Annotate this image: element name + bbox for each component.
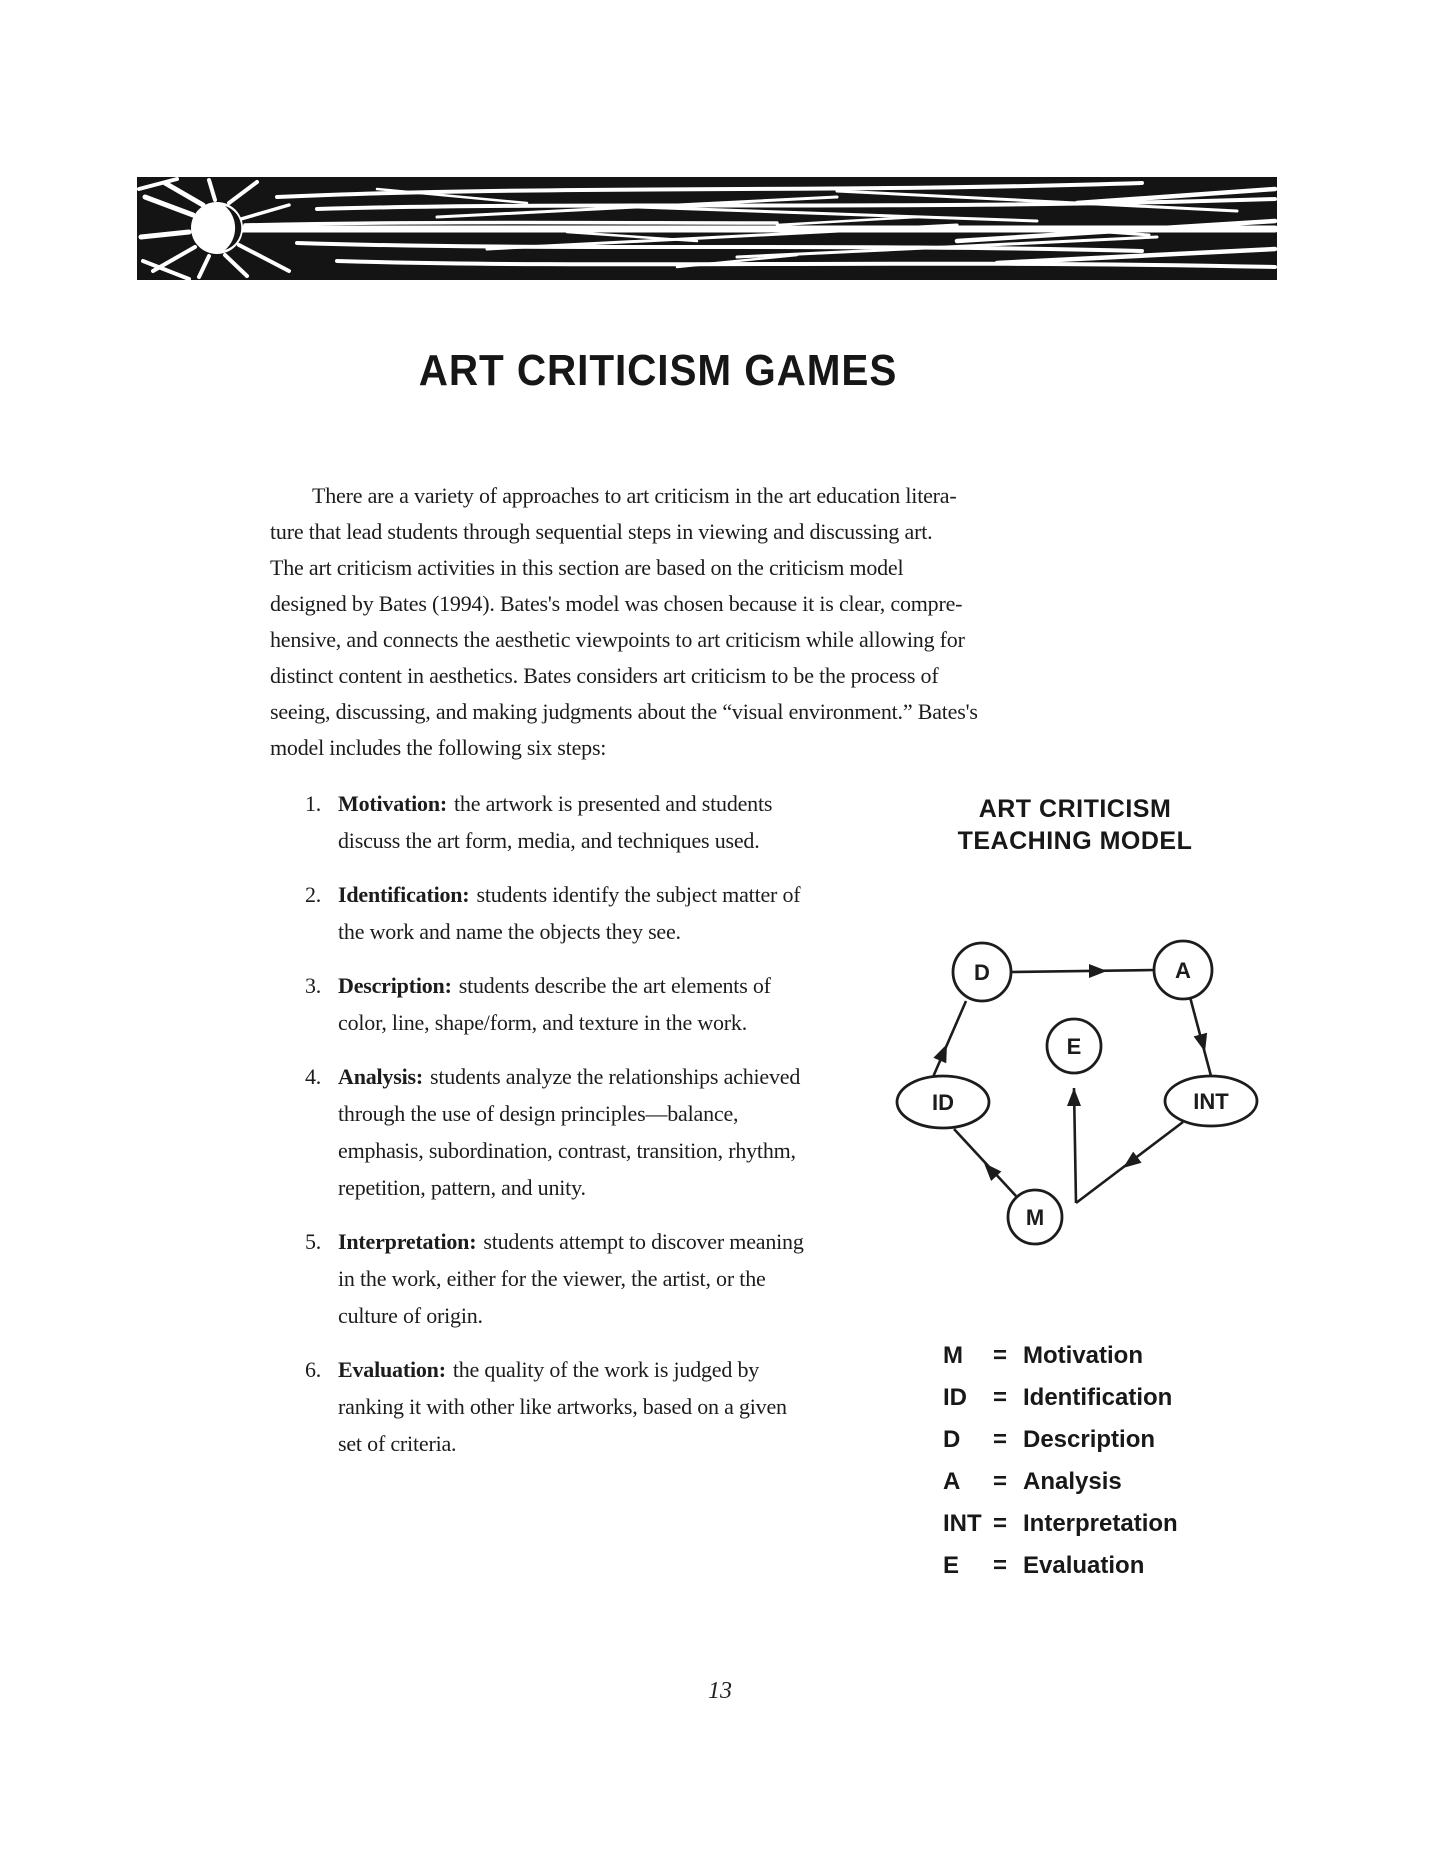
legend-equals: = xyxy=(993,1384,1008,1411)
intro-line: ture that lead students through sequential steps in viewing and discussing art. xyxy=(270,519,933,544)
step-number: 4. xyxy=(305,1064,322,1089)
step-label: Evaluation: xyxy=(338,1357,446,1382)
step-number: 2. xyxy=(305,882,322,907)
legend-row xyxy=(943,1342,1273,1384)
legend-equals: = xyxy=(993,1342,1008,1369)
step-label: Identification: xyxy=(338,882,470,907)
legend-equals: = xyxy=(993,1468,1008,1495)
step-description: students analyze the relationships achieved through the use of design principles—balance, emphasis, subordination, contrast, transition, rhythm, repetition, pattern, and unity. xyxy=(338,1064,801,1200)
page-number: 13 xyxy=(708,1678,732,1704)
legend-label: Evaluation xyxy=(1023,1552,1145,1579)
model-heading xyxy=(880,793,1270,857)
step-item xyxy=(305,1058,810,1206)
model-heading-line1: ART CRITICISM xyxy=(978,795,1172,823)
step-item xyxy=(305,1223,810,1334)
teaching-model-diagram xyxy=(880,930,1280,1260)
page-title: ART CRITICISM GAMES xyxy=(418,346,898,395)
intro-line: The art criticism activities in this section are based on the criticism model xyxy=(270,555,904,580)
diagram-arrow-id-d xyxy=(933,1001,966,1077)
legend-symbol: E xyxy=(943,1552,960,1579)
sun-moon-icon xyxy=(191,202,243,254)
legend-row xyxy=(943,1384,1273,1426)
legend-row xyxy=(943,1510,1273,1552)
legend-label: Analysis xyxy=(1023,1468,1122,1495)
legend-equals: = xyxy=(993,1552,1008,1579)
woodcut-banner-image xyxy=(137,177,1277,280)
steps-list xyxy=(305,785,810,1479)
step-number: 1. xyxy=(305,791,322,816)
step-text xyxy=(338,1223,808,1334)
legend-symbol: ID xyxy=(943,1384,967,1411)
step-description: students attempt to discover meaning in the work, either for the viewer, the artist, or the culture of origin. xyxy=(338,1229,804,1328)
model-heading-line2: TEACHING MODEL xyxy=(957,827,1193,855)
legend-row xyxy=(943,1468,1273,1510)
legend-equals: = xyxy=(993,1510,1008,1537)
step-item xyxy=(305,785,810,859)
step-text xyxy=(338,785,808,859)
step-text xyxy=(338,1058,808,1206)
diagram-arrow-d-a xyxy=(1011,970,1154,972)
step-label: Description: xyxy=(338,973,452,998)
step-item xyxy=(305,876,810,950)
legend-row xyxy=(943,1552,1273,1594)
diagram-node-e-label: E xyxy=(1066,1034,1082,1059)
step-label: Motivation: xyxy=(338,791,448,816)
diagram-node-d-label: D xyxy=(974,960,990,985)
legend-symbol: D xyxy=(943,1426,961,1453)
legend-row xyxy=(943,1426,1273,1468)
step-text xyxy=(338,1351,808,1462)
intro-line: There are a variety of approaches to art criticism in the art education litera- xyxy=(312,483,957,508)
intro-line: distinct content in aesthetics. Bates considers art criticism to be the process of xyxy=(270,663,939,688)
legend-label: Interpretation xyxy=(1023,1510,1178,1537)
diagram-node-m-label: M xyxy=(1025,1205,1045,1230)
legend-symbol: M xyxy=(943,1342,963,1369)
step-item xyxy=(305,1351,810,1462)
intro-line: hensive, and connects the aesthetic viewpoints to art criticism while allowing for xyxy=(270,627,965,652)
legend-label: Motivation xyxy=(1023,1342,1143,1369)
step-description: the quality of the work is judged by ranking it with other like artworks, based on a given set of criteria. xyxy=(338,1357,787,1456)
step-label: Interpretation: xyxy=(338,1229,477,1254)
legend-label: Description xyxy=(1023,1426,1156,1453)
legend-label: Identification xyxy=(1023,1384,1173,1411)
model-legend xyxy=(943,1342,1273,1594)
intro-line: designed by Bates (1994). Bates's model was chosen because it is clear, compre- xyxy=(270,591,963,616)
legend-equals: = xyxy=(993,1426,1008,1453)
intro-line: seeing, discussing, and making judgments about the “visual environment.” Bates's xyxy=(270,699,978,724)
step-number: 3. xyxy=(305,973,322,998)
step-number: 6. xyxy=(305,1357,322,1382)
step-text xyxy=(338,876,808,950)
step-number: 5. xyxy=(305,1229,322,1254)
intro-line: model includes the following six steps: xyxy=(270,735,607,760)
teaching-model-diagram-svg xyxy=(880,930,1280,1260)
diagram-arrow-m-id xyxy=(954,1129,1016,1196)
intro-paragraph xyxy=(270,478,1030,766)
diagram-node-id-label: ID xyxy=(932,1090,954,1115)
legend-symbol: A xyxy=(943,1468,961,1495)
step-label: Analysis: xyxy=(338,1064,423,1089)
step-text xyxy=(338,967,808,1041)
diagram-node-int-label: INT xyxy=(1193,1089,1229,1114)
step-item xyxy=(305,967,810,1041)
legend-symbol: INT xyxy=(943,1510,982,1537)
step-description: students describe the art elements of color, line, shape/form, and texture in the work. xyxy=(338,973,771,1035)
step-description: the artwork is presented and students discuss the art form, media, and techniques used. xyxy=(338,791,773,853)
diagram-node-a-label: A xyxy=(1175,958,1191,983)
step-description: students identify the subject matter of the work and name the objects they see. xyxy=(338,882,801,944)
woodcut-banner-svg xyxy=(137,177,1277,280)
